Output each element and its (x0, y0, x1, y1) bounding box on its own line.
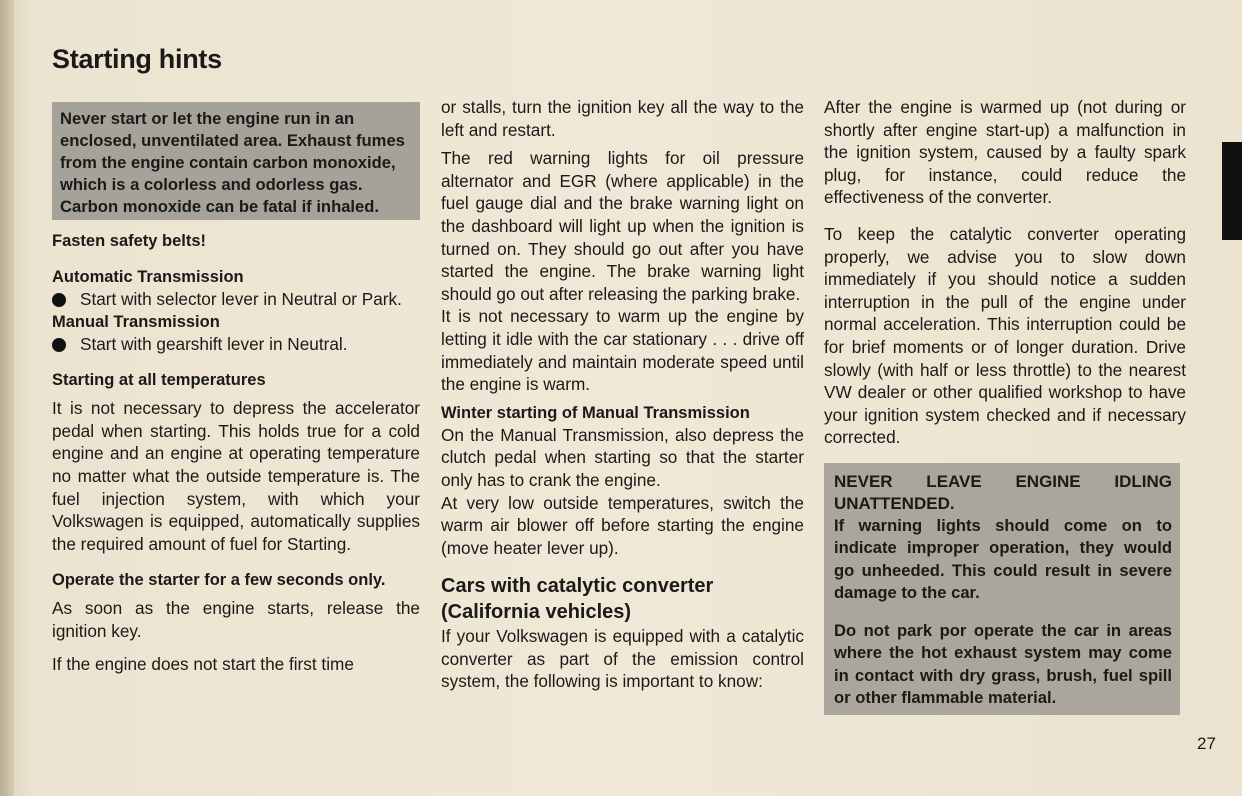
warm-up-text: It is not necessary to warm up the engine by letting it idle with the car stationary . . . drive off immediately and maintain moderate speed until the engine is warm. (441, 306, 804, 395)
winter-starting-text: On the Manual Transmission, also depress the clutch pedal when starting so that the starter only has to crank the engine. (441, 424, 804, 490)
catalytic-heading: Cars with catalytic converter (441, 575, 714, 598)
winter-starting-heading: Winter starting of Manual Transmission (441, 403, 750, 422)
converter-warning-box (824, 463, 1180, 715)
parking-warning: Do not park por operate the car in areas where the hot exhaust system may come in contact with dry grass, brush, fuel spill or other flammable material. (834, 621, 1172, 707)
auto-transmission-bullet (52, 288, 420, 311)
bullet-icon (52, 293, 66, 307)
california-heading: (California vehicles) (441, 601, 632, 624)
bullet-icon (52, 338, 66, 352)
column-middle (441, 96, 804, 693)
catalytic-text: If your Volkswagen is equipped with a catalytic converter as part of the emission control system, the following is important to know: (441, 626, 804, 692)
no-start-text: If the engine does not start the first time (52, 653, 354, 674)
thumb-index-tab (1222, 142, 1242, 240)
manual-transmission-bullet (52, 333, 420, 356)
page-number: 27 (1197, 734, 1216, 753)
manual-transmission-heading: Manual Transmission (52, 312, 220, 331)
all-temperatures-text: It is not necessary to depress the accelerator pedal when starting. This holds true for a cold engine and an engine at operating temperature no matter what the outside temperature is. The fuel injection system, with which your Volkswagen is equipped, automatically supplies the required amount of fuel for Starting. (52, 398, 420, 554)
keep-converter-text: To keep the catalytic converter operating properly, we advise you to slow down immediately if you should notice a sudden interruption in the pull of the engine under normal acceleration. This interruption could be for brief moments or of longer duration. Drive slowly (with half or less throttle) to the nearest VW dealer or other qualified workshop to have your ignition system checked and if necessary corrected. (824, 223, 1186, 448)
page-binding-edge (0, 0, 14, 796)
page-title: Starting hints (52, 44, 222, 74)
low-temperature-text: At very low outside temperatures, switch the warm air blower off before starting the engine (move heater lever up). (441, 492, 804, 558)
auto-transmission-text: Start with selector lever in Neutral or Park. (80, 289, 402, 309)
fasten-belts-heading: Fasten safety belts! (52, 232, 207, 250)
never-idle-warning: NEVER LEAVE ENGINE IDLING UNATTENDED. (834, 471, 1172, 513)
release-key-text: As soon as the engine starts, release the ignition key. (52, 598, 420, 641)
column-left (52, 96, 420, 675)
warning-lights-warning: If warning lights should come on to indicate improper operation, they would go unheeded. This could result in severe damage to the car. (834, 515, 1172, 602)
auto-transmission-heading: Automatic Transmission (52, 268, 244, 286)
manual-transmission-text: Start with gearshift lever in Neutral. (80, 333, 348, 354)
warning-lights-text: The red warning lights for oil pressure alternator and EGR (where applicable) in the fuel gauge dial and the brake warning light on the dashboard will light up when the ignition is turned on. They should go out after you have started the engine. The brake warning light should go out after releasing the parking brake. (441, 148, 804, 304)
operate-starter-heading: Operate the starter for a few seconds only. (52, 571, 386, 590)
co-warning-box: Never start or let the engine run in an enclosed, unventilated area. Exhaust fumes from the engine contain carbon monoxide, which is a colorless and odorless gas. Carbon monoxide can be fatal if inhaled. (52, 102, 420, 220)
stalls-text: or stalls, turn the ignition key all the way to the left and restart. (441, 97, 804, 140)
all-temperatures-heading: Starting at all temperatures (52, 371, 266, 390)
column-right (824, 96, 1186, 715)
after-warmup-text: After the engine is warmed up (not during or shortly after engine start-up) a malfunction in the ignition system, caused by a faulty spark plug, for instance, could reduce the effectiveness of the converter. (824, 97, 1186, 208)
